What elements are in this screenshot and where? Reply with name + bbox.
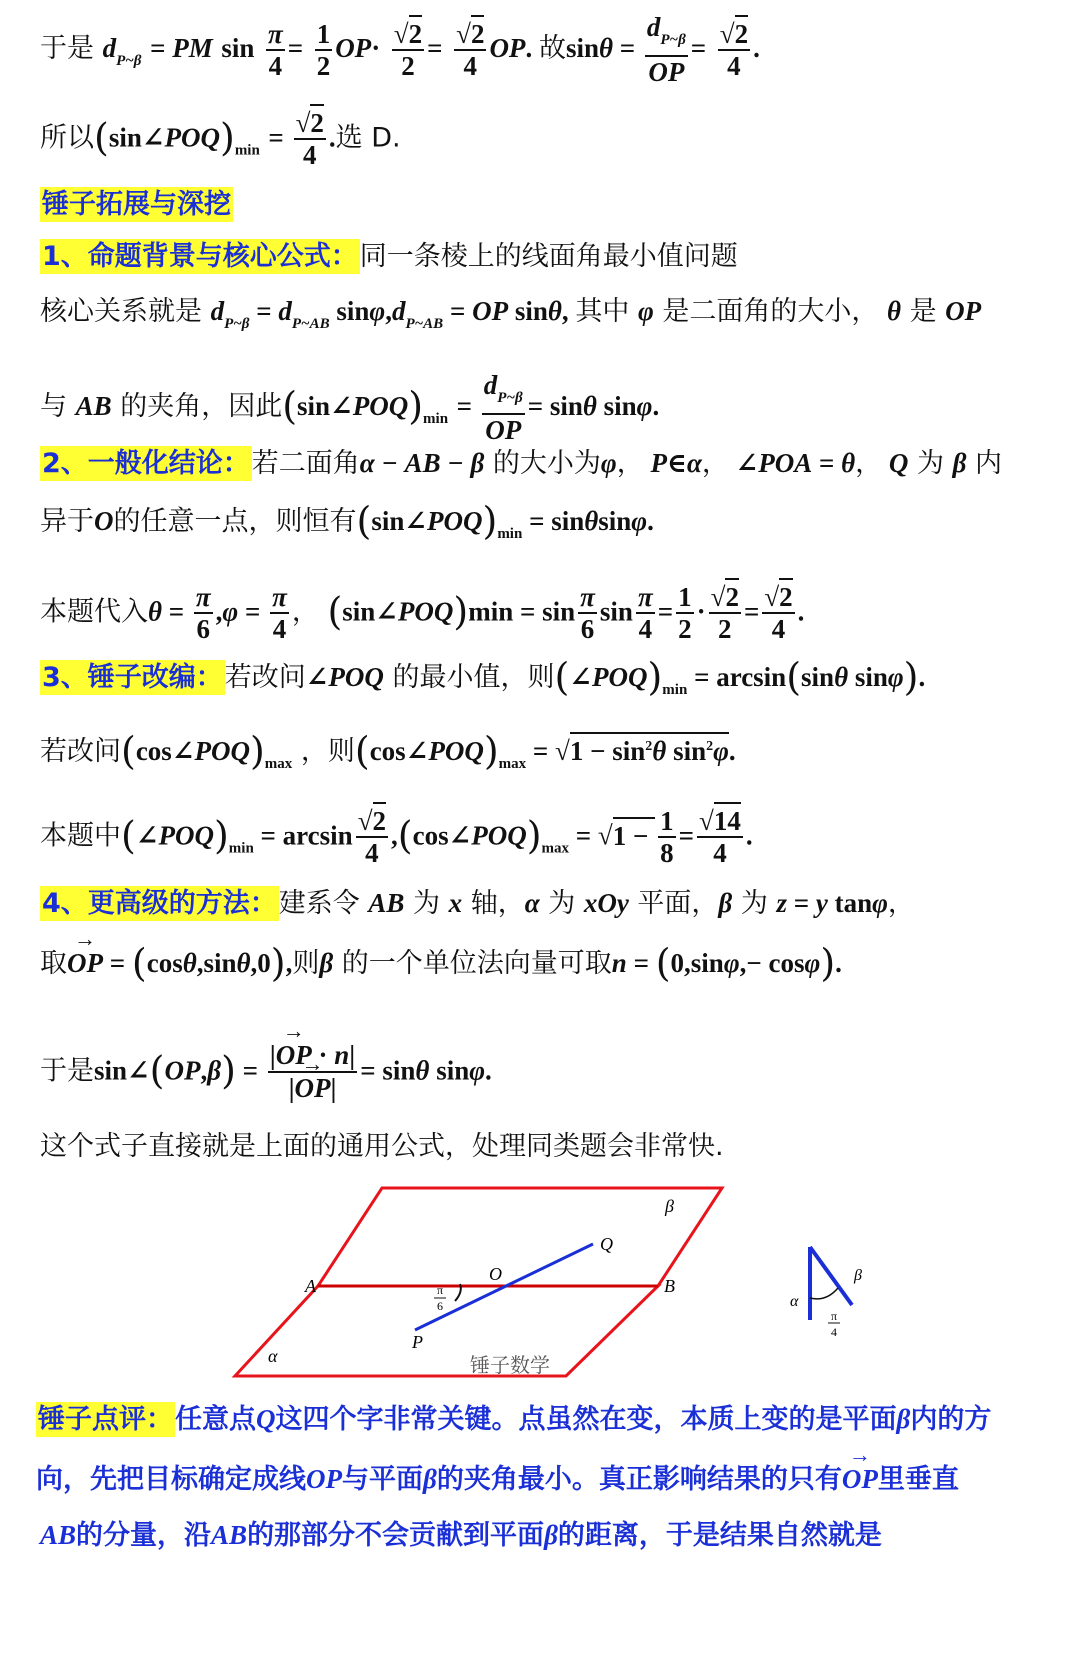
section-title: 锤子拓展与深挖 — [42, 189, 231, 220]
plane-alpha — [235, 1286, 658, 1376]
geometry-figure — [0, 1180, 1080, 1390]
label-Q: Q — [600, 1234, 613, 1254]
section-1-body-line-1: 核心关系就是 $d_{P\sim\beta} = d_{P\sim AB}$ $\sin\varphi,d_{P\sim AB}$ = OP sinθ, 其中 φ 是二面角的大小， θ 是 OP — [40, 296, 982, 332]
section-1-heading: 1、命题背景与核心公式：同一条棱上的线面角最小值问题 — [42, 241, 738, 272]
label-B: B — [664, 1276, 675, 1296]
section-2-example: 本题代入θ = $\frac{\pi}{6}$ ,φ = $\frac{\pi}{4}$ ， (sin∠POQ)min = sin $\frac{\pi}{6}$ sin $\frac{\pi}{4}$ = $\frac{1}{2}$ · $\frac{√2}{2}$ = $\frac{√2}{4}$ . — [40, 582, 804, 644]
review-line-2: 向，先把目标确定成线OP与平面β的夹角最小。真正影响结果的只有→ OP里垂直 — [36, 1462, 959, 1497]
derivation-line-1: 于是 $d_{P\sim\beta}$ = PM sin $\frac{\pi}{4}$ = $\frac{1}{2}$ OP· $\frac{√2}{2}$ = $\frac{√2}{4}$ OP. 故sinθ = $\frac{d_{P\sim\beta}}{OP}$ = $\frac{√2}{4}$ . — [40, 12, 760, 87]
svg-text:4: 4 — [831, 1325, 837, 1339]
section-2-body: 异于O的任意一点，则恒有$(\sin\angle POQ)_{min} = \sin\theta\sin\varphi$. — [40, 499, 654, 543]
section-3-body: 若改问$(\cos\angle POQ)_{max}$ ，则$(\cos\angle POQ)_{max} = √1 - \sin^2\theta$ $\sin^2\varphi$. — [40, 729, 736, 773]
plane-beta — [318, 1188, 722, 1286]
text: 选 D. — [335, 122, 401, 154]
section-4-formula: 于是sin∠(OP,β) = $\frac{|\to OP \cdot n|}{|\to OP|}$ = sinθ sinφ. — [40, 1040, 492, 1104]
section-3-heading: 3、锤子改编：若改问∠POQ 的最小值，则$(\angle POQ)_{min} = \arcsin(\sin\theta$ sinφ). — [42, 655, 926, 699]
review-line-3: AB的分量，沿AB的那部分不会贡献到平面β的距离，于是结果自然就是 — [40, 1520, 882, 1551]
section-4-body: 取→ OP = (cosθ,sinθ,0),则β 的一个单位法向量可取n = (0,sinφ,− cosφ). — [40, 946, 842, 981]
text: 于是 — [40, 33, 94, 64]
svg-text:π: π — [830, 1309, 838, 1323]
angle-den: 6 — [437, 1299, 443, 1313]
section-4-heading: 4、更高级的方法：建系令 AB 为 x 轴，α 为 xOy 平面，β 为 z = y tanφ， — [42, 888, 915, 919]
label-beta: β — [665, 1196, 674, 1216]
label-alpha: α — [268, 1346, 278, 1366]
text: 故 — [538, 33, 566, 64]
label-P: P — [412, 1332, 423, 1352]
section-3-example: 本题中$(\angle POQ)_{min} = \arcsin$ $\frac{√2}{4}$ $,(\cos\angle POQ)_{max} = √1$ − $\frac{1}{8}$ = $\frac{√14}{4}$ . — [40, 806, 753, 868]
text: 所以 — [40, 122, 94, 154]
side-line-beta — [810, 1247, 852, 1305]
side-label-alpha: α — [790, 1293, 799, 1310]
section-1-body-line-2: 与 AB 的夹角，因此$(\sin\angle POQ)_{min}$ = $\frac{d_{P\sim\beta}}{OP}$ = sinθ sinφ. — [40, 370, 660, 445]
label-A: A — [305, 1276, 316, 1296]
review-line-1: 锤子点评：任意点Q这四个字非常关键。点虽然在变，本质上变的是平面β内的方 — [38, 1404, 992, 1435]
derivation-line-2: 所以$(\sin\angle POQ)_{min}$ = $\frac{√2}{4}$ .选 D. — [40, 108, 401, 170]
side-label-beta: β — [854, 1267, 862, 1284]
label-O: O — [489, 1264, 502, 1284]
closing-text: 这个式子直接就是上面的通用公式，处理同类题会非常快. — [40, 1131, 724, 1162]
angle-num: π — [436, 1283, 444, 1297]
section-2-heading: 2、一般化结论：若二面角α − AB − β 的大小为φ， P∈α， ∠POA = θ， Q 为 β 内 — [42, 448, 1003, 479]
watermark: 锤子数学 — [470, 1353, 550, 1377]
